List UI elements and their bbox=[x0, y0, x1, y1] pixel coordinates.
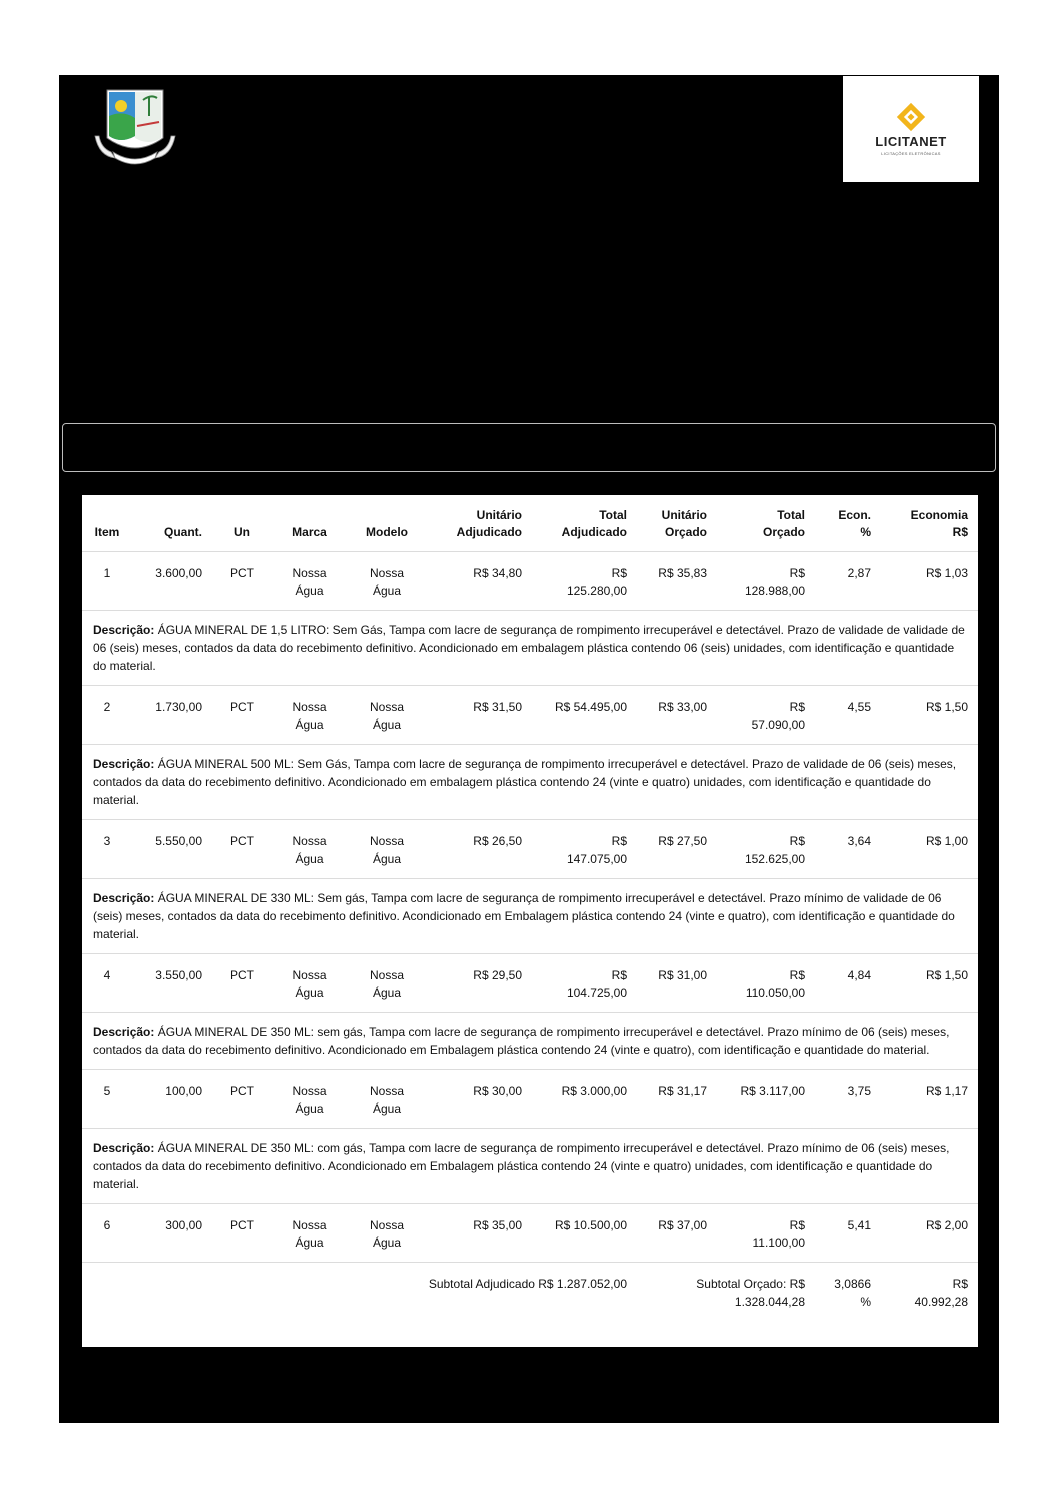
item-unit-budgeted: R$ 37,00 bbox=[637, 1204, 717, 1263]
item-unit: PCT bbox=[212, 954, 272, 1013]
col-econ-rs: Economia R$ bbox=[910, 508, 968, 539]
item-quantity: 100,00 bbox=[132, 1070, 212, 1129]
item-description bbox=[82, 611, 978, 686]
description-row bbox=[82, 1129, 978, 1204]
col-unit-adj: Unitário Adjudicado bbox=[456, 508, 522, 539]
col-marca: Marca bbox=[292, 525, 327, 539]
col-total-orc: Total Orçado bbox=[762, 508, 805, 539]
item-total-adjudicated: R$ 104.725,00 bbox=[532, 954, 637, 1013]
item-description bbox=[82, 879, 978, 954]
item-total-adjudicated: R$ 54.495,00 bbox=[532, 686, 637, 745]
licitanet-diamond-icon bbox=[896, 102, 926, 132]
licitanet-logo bbox=[843, 76, 979, 182]
col-quant: Quant. bbox=[164, 525, 202, 539]
item-total-adjudicated: R$ 3.000,00 bbox=[532, 1070, 637, 1129]
item-brand: Nossa Água bbox=[272, 1204, 347, 1263]
item-unit-adjudicated: R$ 30,00 bbox=[427, 1070, 532, 1129]
item-number: 1 bbox=[82, 552, 132, 611]
item-total-budgeted: R$ 152.625,00 bbox=[717, 820, 815, 879]
col-unit-orc: Unitário Orçado bbox=[661, 508, 707, 539]
col-econ-pct: Econ. % bbox=[838, 508, 871, 539]
col-item: Item bbox=[94, 525, 120, 539]
item-brand: Nossa Água bbox=[272, 954, 347, 1013]
item-model: Nossa Água bbox=[347, 820, 427, 879]
item-description bbox=[82, 1013, 978, 1070]
table-row bbox=[82, 1070, 978, 1129]
table-row bbox=[82, 686, 978, 745]
item-unit-budgeted: R$ 35,83 bbox=[637, 552, 717, 611]
item-economy-pct: 4,55 bbox=[815, 686, 881, 745]
item-quantity: 3.550,00 bbox=[132, 954, 212, 1013]
description-label: Descrição: bbox=[93, 891, 155, 905]
item-unit: PCT bbox=[212, 686, 272, 745]
item-quantity: 300,00 bbox=[132, 1204, 212, 1263]
col-total-adj: Total Adjudicado bbox=[561, 508, 627, 539]
item-unit-adjudicated: R$ 29,50 bbox=[427, 954, 532, 1013]
item-description bbox=[82, 1129, 978, 1204]
item-total-adjudicated: R$ 147.075,00 bbox=[532, 820, 637, 879]
item-total-budgeted: R$ 3.117,00 bbox=[717, 1070, 815, 1129]
item-total-adjudicated: R$ 125.280,00 bbox=[532, 552, 637, 611]
item-quantity: 5.550,00 bbox=[132, 820, 212, 879]
table-row bbox=[82, 954, 978, 1013]
logo-tagline: LICITAÇÕES ELETRÔNICAS bbox=[881, 151, 941, 156]
item-economy-value: R$ 1,00 bbox=[881, 820, 978, 879]
total-economy-pct: 3,0866 % bbox=[815, 1263, 881, 1322]
item-economy-value: R$ 1,03 bbox=[881, 552, 978, 611]
description-label: Descrição: bbox=[93, 623, 155, 637]
item-number: 3 bbox=[82, 820, 132, 879]
table-row bbox=[82, 820, 978, 879]
item-unit: PCT bbox=[212, 1204, 272, 1263]
coat-of-arms-icon bbox=[93, 86, 177, 168]
item-model: Nossa Água bbox=[347, 1070, 427, 1129]
items-table bbox=[82, 495, 978, 1321]
section-header-bar bbox=[62, 423, 996, 472]
item-model: Nossa Água bbox=[347, 1204, 427, 1263]
item-brand: Nossa Água bbox=[272, 820, 347, 879]
description-row bbox=[82, 1013, 978, 1070]
item-economy-value: R$ 1,50 bbox=[881, 954, 978, 1013]
item-unit-budgeted: R$ 27,50 bbox=[637, 820, 717, 879]
item-total-budgeted: R$ 11.100,00 bbox=[717, 1204, 815, 1263]
item-model: Nossa Água bbox=[347, 552, 427, 611]
logo-name: LICITANET bbox=[875, 134, 947, 149]
item-number: 2 bbox=[82, 686, 132, 745]
item-unit: PCT bbox=[212, 1070, 272, 1129]
item-economy-value: R$ 2,00 bbox=[881, 1204, 978, 1263]
item-total-adjudicated: R$ 10.500,00 bbox=[532, 1204, 637, 1263]
description-text: ÁGUA MINERAL DE 350 ML: com gás, Tampa com lacre de segurança de rompimento irrecuperável e detectável. Prazo mínimo de 06 (seis) meses, contados da data do recebimento definitivo. Acondicionado em Embalagem plástica contendo 24 (vinte e quatro) unidades, com identificação e quantidade do material. bbox=[93, 1141, 950, 1191]
description-label: Descrição: bbox=[93, 757, 155, 771]
item-economy-pct: 2,87 bbox=[815, 552, 881, 611]
item-unit-budgeted: R$ 31,17 bbox=[637, 1070, 717, 1129]
item-unit-budgeted: R$ 31,00 bbox=[637, 954, 717, 1013]
items-table-container bbox=[82, 495, 978, 1347]
table-body bbox=[82, 552, 978, 1322]
col-un: Un bbox=[234, 525, 250, 539]
table-row bbox=[82, 552, 978, 611]
item-description bbox=[82, 745, 978, 820]
item-economy-value: R$ 1,17 bbox=[881, 1070, 978, 1129]
description-text: ÁGUA MINERAL 500 ML: Sem Gás, Tampa com lacre de segurança de rompimento irrecuperável e detectável. Prazo de validade de 06 (seis) meses, contados da data do recebimento definitivo. Acondicionado em embalagem plástica contendo 24 (vinte e quatro) unidades, com identificação e quantidade do material. bbox=[93, 757, 957, 807]
description-text: ÁGUA MINERAL DE 330 ML: Sem gás, Tampa com lacre de segurança de rompimento irrecuperável e detectável. Prazo mínimo de validade de 06 (seis) meses, contados da data do recebimento definitivo. Acondicionado em Embalagem plástica contendo 24 (vinte e quatro), com identificação e quantidade do material. bbox=[93, 891, 955, 941]
item-total-budgeted: R$ 57.090,00 bbox=[717, 686, 815, 745]
item-number: 6 bbox=[82, 1204, 132, 1263]
item-economy-pct: 3,64 bbox=[815, 820, 881, 879]
table-row bbox=[82, 1204, 978, 1263]
item-unit-budgeted: R$ 33,00 bbox=[637, 686, 717, 745]
item-unit-adjudicated: R$ 35,00 bbox=[427, 1204, 532, 1263]
description-row bbox=[82, 745, 978, 820]
item-economy-pct: 5,41 bbox=[815, 1204, 881, 1263]
item-brand: Nossa Água bbox=[272, 552, 347, 611]
item-economy-value: R$ 1,50 bbox=[881, 686, 978, 745]
item-total-budgeted: R$ 110.050,00 bbox=[717, 954, 815, 1013]
item-quantity: 3.600,00 bbox=[132, 552, 212, 611]
item-number: 5 bbox=[82, 1070, 132, 1129]
item-unit: PCT bbox=[212, 552, 272, 611]
item-brand: Nossa Água bbox=[272, 686, 347, 745]
page-footer-band bbox=[62, 1347, 996, 1423]
item-quantity: 1.730,00 bbox=[132, 686, 212, 745]
item-unit-adjudicated: R$ 34,80 bbox=[427, 552, 532, 611]
totals-row bbox=[82, 1263, 978, 1322]
item-unit-adjudicated: R$ 31,50 bbox=[427, 686, 532, 745]
total-economy-value: R$ 40.992,28 bbox=[881, 1263, 978, 1322]
subtotal-budgeted: Subtotal Orçado: R$ 1.328.044,28 bbox=[637, 1263, 815, 1322]
item-number: 4 bbox=[82, 954, 132, 1013]
description-text: ÁGUA MINERAL DE 350 ML: sem gás, Tampa com lacre de segurança de rompimento irrecuperável e detectável. Prazo mínimo de 06 (seis) meses, contados da data do recebimento definitivo. Acondicionado em Embalagem plástica contendo 24 (vinte e quatro), com identificação e quantidade do material. bbox=[93, 1025, 950, 1057]
description-text: ÁGUA MINERAL DE 1,5 LITRO: Sem Gás, Tampa com lacre de segurança de rompimento irrecuperável e detectável. Prazo de validade de validade de 06 (seis) meses, contados da data do recebimento definitivo. Acondicionado em embalagem plástica contendo 06 (seis) unidades, com identificação e quantidade do material. bbox=[93, 623, 965, 673]
table-header-row bbox=[82, 495, 978, 552]
description-label: Descrição: bbox=[93, 1025, 155, 1039]
item-unit-adjudicated: R$ 26,50 bbox=[427, 820, 532, 879]
description-row bbox=[82, 879, 978, 954]
item-economy-pct: 4,84 bbox=[815, 954, 881, 1013]
description-label: Descrição: bbox=[93, 1141, 155, 1155]
item-model: Nossa Água bbox=[347, 686, 427, 745]
description-row bbox=[82, 611, 978, 686]
col-modelo: Modelo bbox=[366, 525, 408, 539]
item-brand: Nossa Água bbox=[272, 1070, 347, 1129]
item-model: Nossa Água bbox=[347, 954, 427, 1013]
subtotal-adjudicated: Subtotal Adjudicado R$ 1.287.052,00 bbox=[82, 1263, 637, 1322]
item-economy-pct: 3,75 bbox=[815, 1070, 881, 1129]
item-total-budgeted: R$ 128.988,00 bbox=[717, 552, 815, 611]
item-unit: PCT bbox=[212, 820, 272, 879]
